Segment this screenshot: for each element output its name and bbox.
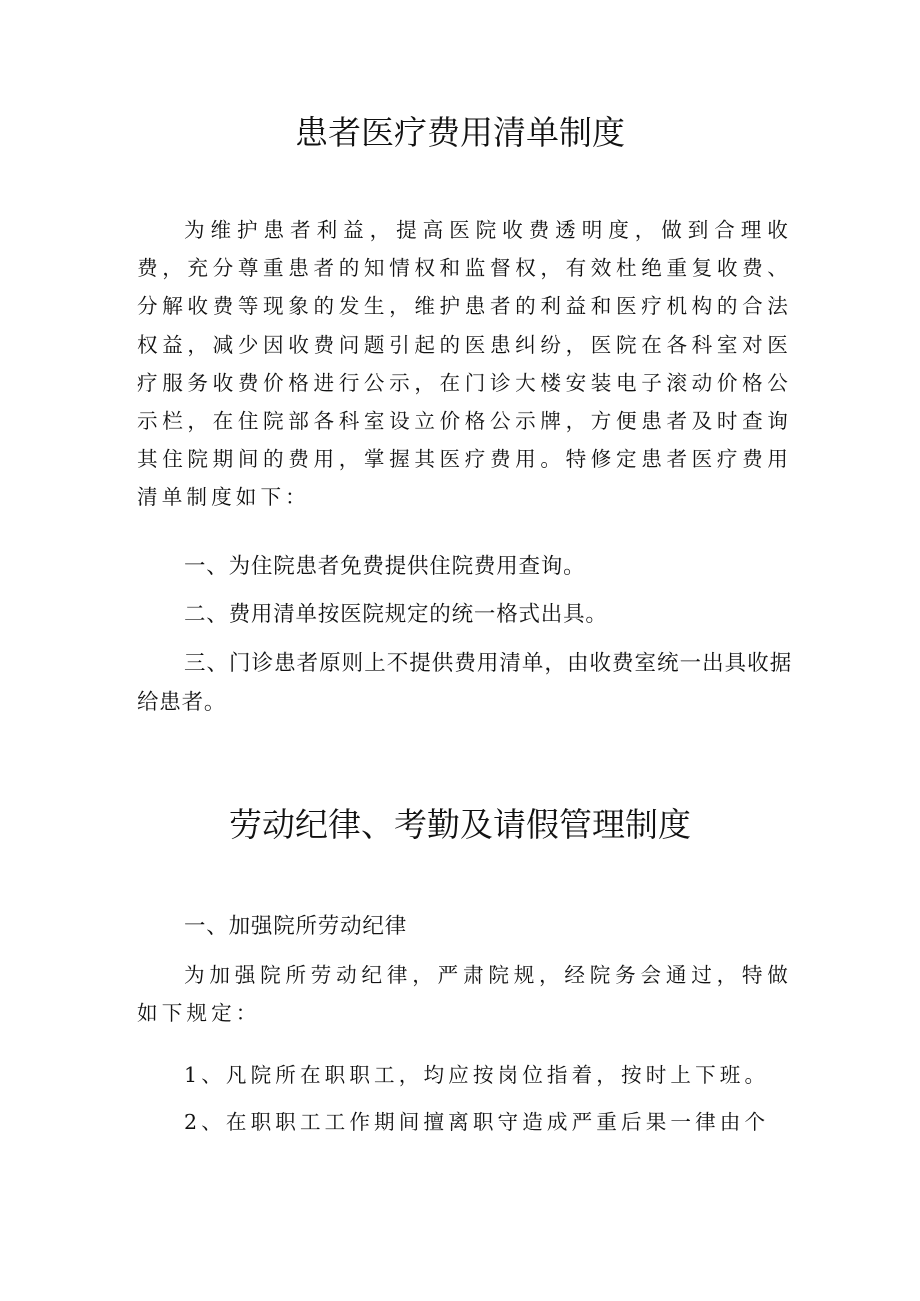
- section2-intro-paragraph: 为加强院所劳动纪律，严肃院规，经院务会通过，特做如下规定：: [137, 963, 792, 1026]
- section2-rule-1: 1、凡院所在职职工，均应按岗位指着，按时上下班。: [184, 1063, 770, 1087]
- section1-item-3: 三、门诊患者原则上不提供费用清单，由收费室统一出具收据给患者。: [137, 651, 792, 715]
- section1-item-1: 一、为住院患者免费提供住院费用查询。: [184, 554, 586, 579]
- section2-subheading: 一、加强院所劳动纪律: [184, 914, 408, 939]
- section2-title: 劳动纪律、考勤及请假管理制度: [229, 805, 691, 844]
- section2-rule-2: 2、在职职工工作期间擅离职守造成严重后果一律由个: [184, 1110, 770, 1134]
- section1-intro-paragraph: 为维护患者利益，提高医院收费透明度，做到合理收费，充分尊重患者的知情权和监督权，有效杜绝重复收费、分解收费等现象的发生，维护患者的利益和医疗机构的合法权益，减少因收费问题引起的医患纠纷，医院在各科室对医疗服务收费价格进行公示，在门诊大楼安装电子滚动价格公示栏，在住院部各科室设立价格公示牌，方便患者及时查询其住院期间的费用，掌握其医疗费用。特修定患者医疗费用清单制度如下：: [137, 218, 792, 510]
- section1-title: 患者医疗费用清单制度: [295, 113, 625, 152]
- section1-item-2: 二、费用清单按医院规定的统一格式出具。: [184, 602, 608, 627]
